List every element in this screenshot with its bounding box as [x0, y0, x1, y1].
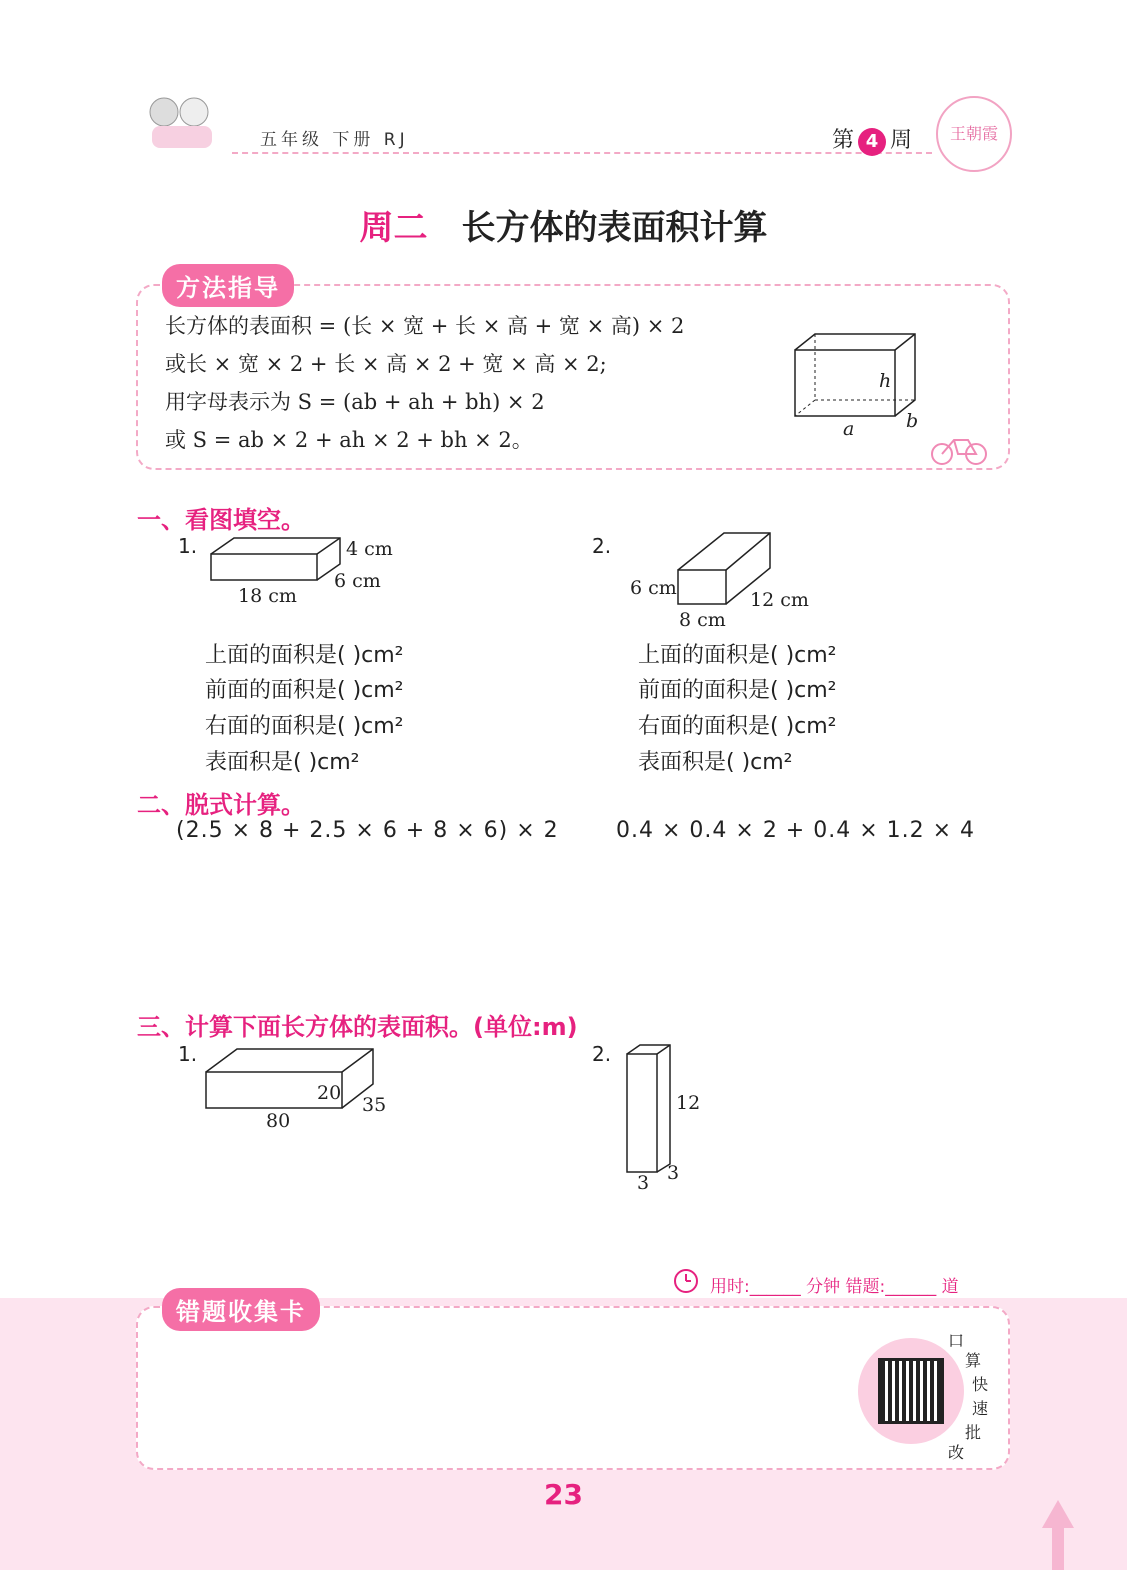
figure-label-h: h	[879, 370, 892, 392]
s3-q2-height-label: 12	[676, 1092, 701, 1114]
s3-q2-number: 2.	[592, 1042, 612, 1066]
qr-caption-char: 改	[948, 1443, 965, 1462]
title-day: 周二	[359, 208, 428, 248]
q1-length-label: 18 cm	[238, 585, 297, 607]
q1-fill-surface-area[interactable]: 表面积是( )cm²	[205, 750, 360, 775]
q1-cuboid	[208, 534, 348, 584]
q2-length-label: 12 cm	[750, 589, 809, 611]
q2-width-label: 8 cm	[679, 609, 726, 631]
s3-q2-length-label: 3	[637, 1172, 650, 1194]
s3-q1-length-label: 80	[266, 1110, 291, 1132]
week-number: 4	[858, 128, 886, 156]
method-tab: 方法指导	[162, 264, 294, 307]
q2-height-label: 6 cm	[630, 577, 677, 599]
week-suffix: 周	[890, 128, 913, 153]
q2-fill-front-area[interactable]: 前面的面积是( )cm²	[638, 678, 837, 703]
method-line: 或 S = ab × 2 + ah × 2 + bh × 2。	[165, 428, 533, 452]
qr-caption-char: 速	[972, 1399, 989, 1418]
section2-title: 二、脱式计算。	[137, 791, 305, 819]
s3-q1-cuboid	[203, 1046, 377, 1112]
s3-q1-number: 1.	[178, 1042, 198, 1066]
q1-fill-front-area[interactable]: 前面的面积是( )cm²	[205, 678, 404, 703]
figure-label-b: b	[906, 410, 919, 432]
method-line: 用字母表示为 S = (ab + ah + bh) × 2	[165, 390, 545, 414]
page-number: 23	[544, 1478, 583, 1511]
qr-caption-char: 算	[965, 1351, 982, 1370]
q1-fill-right-area[interactable]: 右面的面积是( )cm²	[205, 714, 404, 739]
week-prefix: 第	[832, 128, 855, 153]
figure-label-a: a	[843, 418, 855, 440]
q2-fill-right-area[interactable]: 右面的面积是( )cm²	[638, 714, 837, 739]
q1-width-label: 6 cm	[334, 570, 381, 592]
q2-number: 2.	[592, 534, 612, 558]
method-line: 长方体的表面积 = (长 × 宽 + 长 × 高 + 宽 × 高) × 2	[165, 314, 685, 338]
title-topic: 长方体的表面积计算	[461, 208, 768, 248]
expression-2: 0.4 × 0.4 × 2 + 0.4 × 1.2 × 4	[616, 818, 976, 843]
s3-q1-height-label: 20	[317, 1082, 342, 1104]
expression-1: (2.5 × 8 + 2.5 × 6 + 8 × 6) × 2	[176, 818, 559, 843]
q1-number: 1.	[178, 534, 198, 558]
mistake-tab: 错题收集卡	[162, 1288, 320, 1331]
s3-q2-width-label: 3	[667, 1162, 680, 1184]
grade-label: 五年级 下册 RJ	[260, 130, 409, 150]
qr-code-icon[interactable]	[878, 1358, 944, 1424]
brand-stamp-logo: 王朝霞	[936, 96, 1012, 172]
q1-height-label: 4 cm	[346, 538, 393, 560]
s3-q2-cuboid	[624, 1042, 674, 1176]
q2-fill-surface-area[interactable]: 表面积是( )cm²	[638, 750, 793, 775]
section1-title: 一、看图填空。	[137, 506, 305, 534]
clock-icon	[672, 1266, 700, 1298]
header-decoration	[140, 84, 230, 156]
method-line: 或长 × 宽 × 2 + 长 × 高 × 2 + 宽 × 高 × 2;	[165, 352, 607, 376]
q1-fill-top-area[interactable]: 上面的面积是( )cm²	[205, 643, 404, 668]
q2-fill-top-area[interactable]: 上面的面积是( )cm²	[638, 643, 837, 668]
section3-title: 三、计算下面长方体的表面积。(单位:m)	[137, 1013, 578, 1041]
bicycle-icon	[930, 430, 990, 470]
week-label	[832, 123, 912, 156]
qr-caption-char: 口	[948, 1331, 965, 1350]
page-title	[0, 200, 1127, 249]
qr-caption-char: 快	[972, 1375, 989, 1394]
s3-q1-width-label: 35	[362, 1094, 387, 1116]
time-record-line[interactable]: 用时:______ 分钟 错题:______ 道	[710, 1277, 959, 1297]
arrow-up-icon	[1040, 1498, 1076, 1574]
header-divider	[232, 152, 932, 154]
qr-caption-char: 批	[965, 1423, 982, 1442]
